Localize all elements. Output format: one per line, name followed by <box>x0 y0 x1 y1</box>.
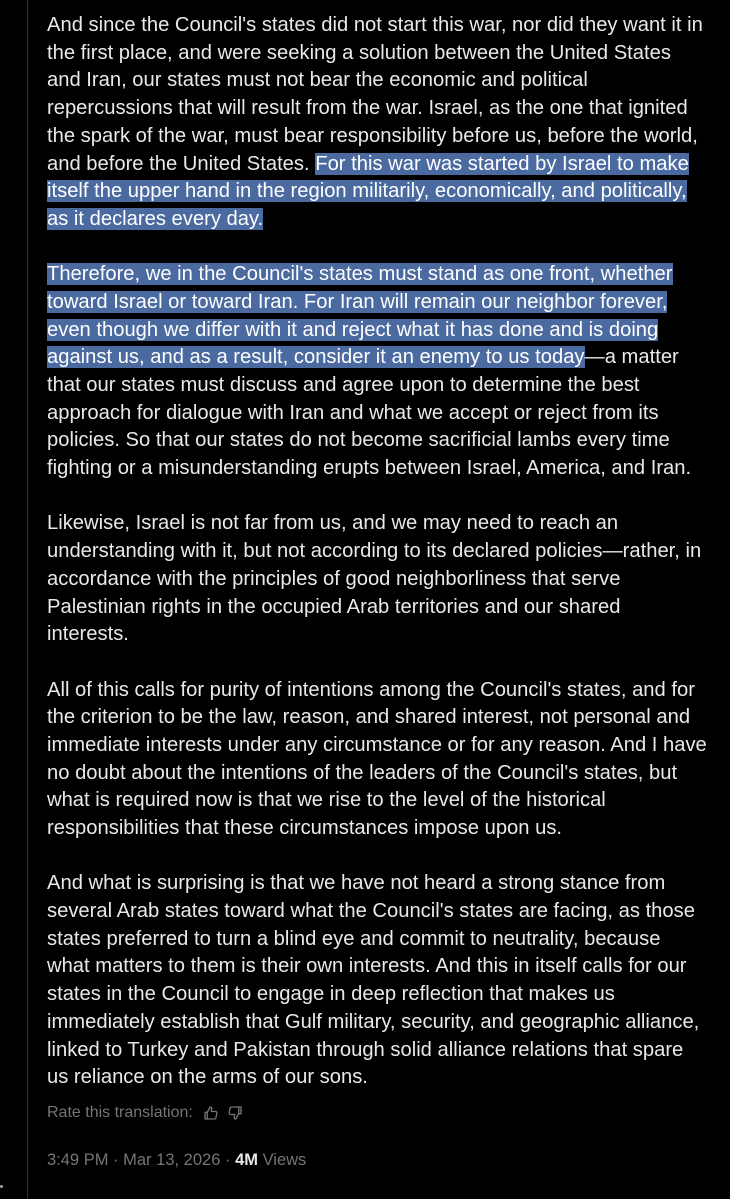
post-date[interactable]: Mar 13, 2026 <box>123 1151 221 1169</box>
edge-marker <box>0 1185 3 1188</box>
thumbs-down-icon[interactable] <box>226 1104 244 1122</box>
rate-translation-label: Rate this translation: <box>47 1104 193 1121</box>
thread-divider <box>27 0 28 1199</box>
post-meta <box>47 1151 306 1170</box>
thumbs-up-icon[interactable] <box>202 1104 220 1122</box>
selected-text-2[interactable]: Therefore, we in the Council's states must stand as one front, whether toward Israel or toward Iran. For Iran will remain our neighbor forever, even though we differ with it and reject what it has done and is doing against us, and as a result, consider it an enemy to us today <box>47 263 673 369</box>
selected-text-1[interactable]: For this war was started by Israel to make itself the upper hand in the region militarily, economically, and politically, as it declares every day. <box>47 152 689 230</box>
paragraph-1-text: And since the Council's states did not start this war, nor did they want it in the first place, and were seeking a solution between the United States and Iran, our states must not bear the economic and political repercussions that will result from the war. Israel, as the one that ignited the spark of the war, must bear responsibility before us, before the world, and before the United States. <box>47 14 703 175</box>
views-count: 4M <box>235 1151 258 1169</box>
paragraph-3: Likewise, Israel is not far from us, and we may need to reach an understanding with it, but not according to its declared policies—rather, in accordance with the principles of good neighborliness that serve Palestinian rights in the occupied Arab territories and our shared interests. <box>47 512 702 646</box>
paragraph-1 <box>47 12 707 234</box>
views-label: Views <box>262 1151 307 1169</box>
post-time[interactable]: 3:49 PM <box>47 1151 109 1169</box>
paragraph-2 <box>47 261 707 483</box>
separator: · <box>113 1151 119 1169</box>
paragraph-2-text: —a matter that our states must discuss and agree upon to determine the best approach for dialogue with Iran and what we accept or reject from its policies. So that our states do not become sacrificial lambs every time fighting or a misunderstanding erupts between Israel, America, and Iran. <box>47 346 692 480</box>
rate-translation <box>47 1104 244 1122</box>
paragraph-5: And what is surprising is that we have not heard a strong stance from several Arab states toward what the Council's states are facing, as those states preferred to turn a blind eye and commit to neutrality, because what matters to them is their own interests. And this in itself calls for our states in the Council to engage in deep reflection that makes us immediately establish that Gulf military, security, and geographic alliance, linked to Turkey and Pakistan through solid alliance relations that spare us reliance on the arms of our sons. <box>47 872 700 1089</box>
paragraph-4: All of this calls for purity of intentions among the Council's states, and for the criterion to be the law, reason, and shared interest, not personal and immediate interests under any circumstance or for any reason. And I have no doubt about the intentions of the leaders of the Council's states, but what is required now is that we rise to the level of the historical responsibilities that these circumstances impose upon us. <box>47 678 707 840</box>
post-text <box>47 12 707 1120</box>
separator: · <box>224 1151 231 1169</box>
